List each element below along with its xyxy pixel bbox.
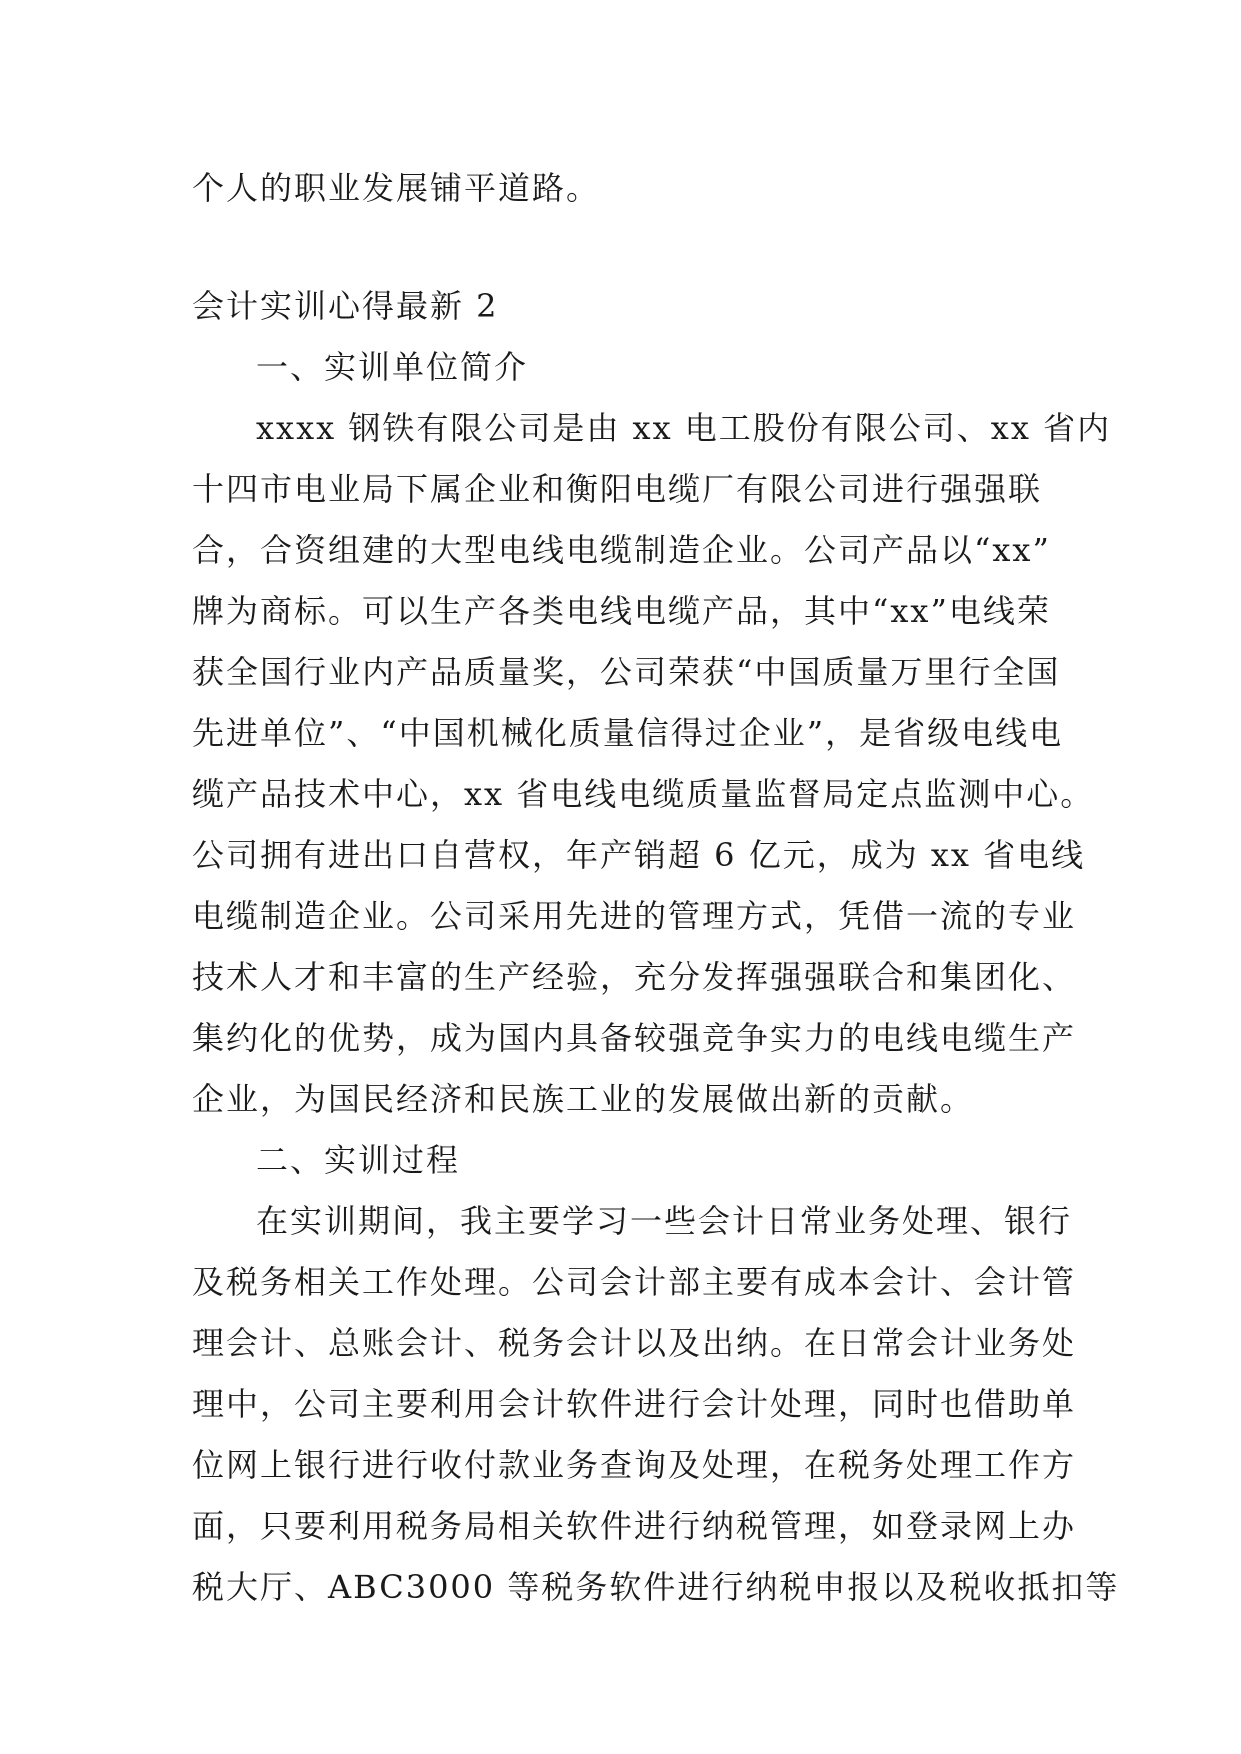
paragraph-line: 税大厅、ABC3000 等税务软件进行纳税申报以及税收抵扣等 [192, 1568, 1120, 1606]
paragraph-line: 面，只要利用税务局相关软件进行纳税管理，如登录网上办 [192, 1507, 1077, 1545]
paragraph-line: 十四市电业局下属企业和衡阳电缆厂有限公司进行强强联 [192, 470, 1043, 508]
paragraph-company-intro [192, 398, 1112, 1130]
continuation-line: 个人的职业发展铺平道路。 [192, 169, 601, 207]
paragraph-line: 技术人才和丰富的生产经验，充分发挥强强联合和集团化、 [192, 958, 1077, 996]
paragraph-line: 电缆制造企业。公司采用先进的管理方式，凭借一流的专业 [192, 897, 1077, 935]
paragraph-line: 牌为商标。可以生产各类电线电缆产品，其中“xx”电线荣 [192, 592, 1051, 630]
paragraph-line: 在实训期间，我主要学习一些会计日常业务处理、银行 [256, 1202, 1073, 1240]
paragraph-line: 位网上银行进行收付款业务查询及处理，在税务处理工作方 [192, 1446, 1077, 1484]
paragraph-line: 先进单位”、“中国机械化质量信得过企业”，是省级电线电 [192, 714, 1064, 752]
paragraph-training-process [192, 1191, 1120, 1618]
paragraph-line: 公司拥有进出口自营权，年产销超 6 亿元，成为 xx 省电线 [192, 836, 1086, 874]
paragraph-line: 及税务相关工作处理。公司会计部主要有成本会计、会计管 [192, 1263, 1077, 1301]
heading-training-process: 二、实训过程 [256, 1141, 461, 1179]
heading-company-intro: 一、实训单位简介 [256, 348, 529, 386]
section-title: 会计实训心得最新 2 [192, 287, 499, 325]
paragraph-line: 集约化的优势，成为国内具备较强竞争实力的电线电缆生产 [192, 1019, 1077, 1057]
paragraph-line: 缆产品技术中心，xx 省电线电缆质量监督局定点监测中心。 [192, 775, 1095, 813]
paragraph-line: xxxx 钢铁有限公司是由 xx 电工股份有限公司、xx 省内 [256, 409, 1112, 447]
document-body [192, 158, 1120, 1618]
paragraph-line: 获全国行业内产品质量奖，公司荣获“中国质量万里行全国 [192, 653, 1061, 691]
paragraph-line: 合，合资组建的大型电线电缆制造企业。公司产品以“xx” [192, 531, 1051, 569]
section-gap [192, 219, 1052, 276]
paragraph-line: 理中，公司主要利用会计软件进行会计处理，同时也借助单 [192, 1385, 1077, 1423]
paragraph-line: 理会计、总账会计、税务会计以及出纳。在日常会计业务处 [192, 1324, 1077, 1362]
paragraph-line: 企业，为国民经济和民族工业的发展做出新的贡献。 [192, 1080, 975, 1118]
